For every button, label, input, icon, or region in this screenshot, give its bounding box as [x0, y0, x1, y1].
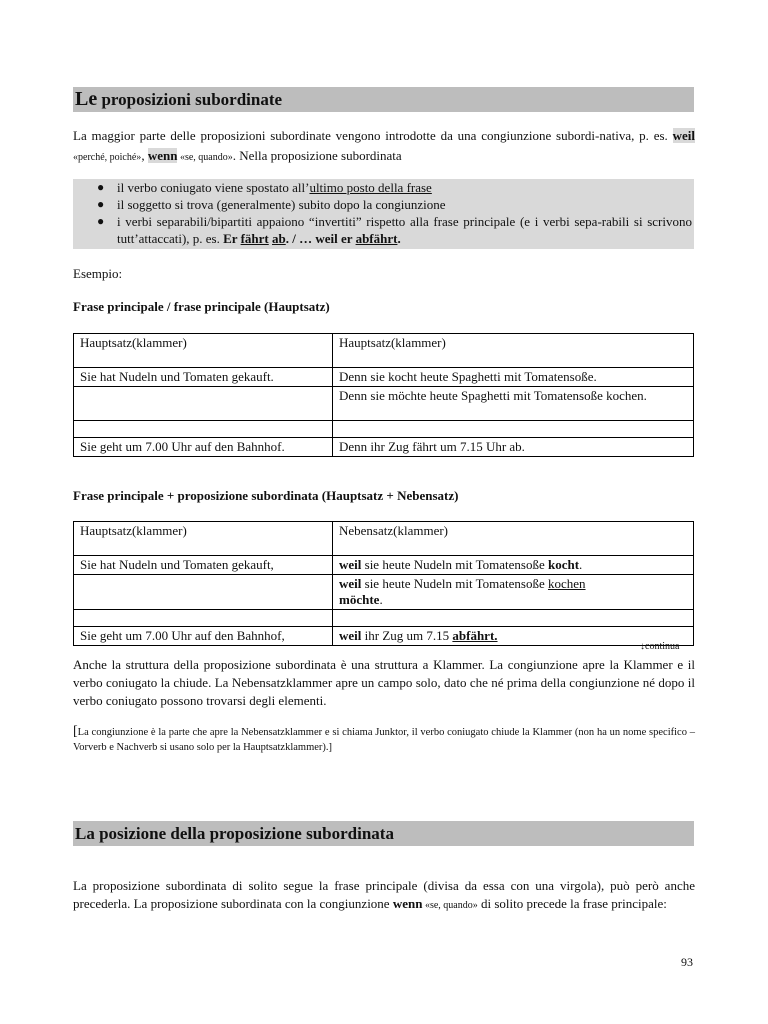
- cell-text: sie heute Nudeln mit Tomatensoße: [361, 576, 548, 591]
- intro-wenn-gloss: «se, quando»: [177, 152, 233, 163]
- example-label: Esempio:: [73, 266, 123, 281]
- bullet-3-mid: . / … weil er: [285, 231, 356, 246]
- table-row: [74, 575, 694, 610]
- heading-first-word: Le: [75, 88, 98, 110]
- intro-text-1: La maggior parte delle proposizioni subordinate vengono introdotte da una congiunzione subordi-nativa, p. es.: [73, 128, 673, 143]
- position-text-2: di solito precede la frase principale:: [477, 896, 667, 911]
- section-heading-subordinate: [73, 87, 694, 112]
- conj-weil: weil: [339, 628, 362, 643]
- subheading-hauptsatz: Frase principale / frase principale (Hauptsatz): [73, 299, 330, 314]
- bullet-3-end: .: [397, 231, 401, 246]
- table-cell: Sie hat Nudeln und Tomaten gekauft.: [74, 368, 333, 387]
- note-text: La congiunzione è la parte che apre la Nebensatzklammer e si chiama Junktor, il verbo coniugato chiude la Klammer (non ha un nome specifico – Vorverb e Nachverb si usano solo per la Hauptsatzklammer).: [73, 727, 695, 753]
- bullet-3-ab: ab: [272, 231, 286, 246]
- note-close-bracket: ]: [328, 742, 333, 753]
- table-cell: [333, 556, 694, 575]
- bullet-3-text: i verbi separabili/bipartiti appaiono “invertiti” rispetto alla frase principale (e i verbi sepa-rabili si scrivono tutt’attaccati), p. es.: [117, 214, 692, 246]
- position-wenn-gloss: «se, quando»: [422, 900, 478, 911]
- bullet-icon: ●: [97, 214, 105, 228]
- position-text-1: La proposizione subordinata di solito segue la frase principale (divisa da essa con una virgola), può però anche precederla. La proposizione subordinata con la congiunzione: [73, 878, 695, 911]
- table-cell: Sie geht um 7.00 Uhr auf den Bahnhof,: [74, 627, 333, 646]
- table-cell: [74, 575, 333, 610]
- bullet-3-abfaehrt: abfährt: [355, 231, 398, 246]
- table-cell: Denn sie kocht heute Spaghetti mit Tomatensoße.: [333, 368, 694, 387]
- bullet-3-faehrt: fährt: [240, 231, 269, 246]
- note-open-bracket: [: [73, 724, 78, 739]
- continua-label: ↓continua: [640, 641, 680, 652]
- page-number: 93: [681, 955, 693, 969]
- table-nebensatz: [73, 521, 694, 646]
- table-cell: Denn ihr Zug fährt um 7.15 Uhr ab.: [333, 438, 694, 457]
- table-cell: Sie hat Nudeln und Tomaten gekauft,: [74, 556, 333, 575]
- bullet-icon: ●: [97, 180, 105, 194]
- table-cell: Hauptsatz(klammer): [333, 334, 694, 368]
- cell-text: .: [379, 592, 383, 607]
- table-cell: [333, 575, 694, 610]
- cell-text: ihr Zug um 7.15: [361, 628, 453, 643]
- intro-weil-gloss: «perché, poiché»: [73, 152, 142, 163]
- intro-text-3: . Nella proposizione subordinata: [232, 148, 402, 163]
- list-item: [73, 213, 694, 247]
- table-cell: Nebensatz(klammer): [333, 522, 694, 556]
- table-row: [74, 334, 694, 368]
- table-row: [74, 522, 694, 556]
- list-item: [73, 179, 694, 196]
- table-hauptsatz: [73, 333, 694, 457]
- intro-weil: weil: [672, 128, 695, 143]
- position-wenn: wenn: [392, 896, 423, 911]
- note-paragraph: [73, 724, 695, 755]
- section-heading-position: La posizione della proposizione subordinata: [73, 821, 694, 846]
- bullet-3-er: Er: [223, 231, 241, 246]
- intro-wenn: wenn: [147, 148, 178, 163]
- table-cell: Hauptsatz(klammer): [74, 522, 333, 556]
- bullet-1-text: il verbo coniugato viene spostato all’: [117, 180, 310, 195]
- list-item: [73, 196, 694, 213]
- table-cell: Sie geht um 7.00 Uhr auf den Bahnhof.: [74, 438, 333, 457]
- subheading-nebensatz: Frase principale + proposizione subordinata (Hauptsatz + Nebensatz): [73, 488, 459, 503]
- intro-text-2: ,: [141, 148, 148, 163]
- table-cell: [333, 421, 694, 438]
- table-cell: [333, 610, 694, 627]
- verb-kocht: kocht: [547, 557, 580, 572]
- bullet-1-underlined: ultimo posto della frase: [309, 180, 432, 195]
- table-row: [74, 556, 694, 575]
- table-cell: [74, 387, 333, 421]
- klammer-paragraph: Anche la struttura della proposizione subordinata è una struttura a Klammer. La congiunzione apre la Klammer e il verbo coniugato la chiude. La Nebensatzklammer apre un campo solo, dato che né prima della congiunzione né dopo il verbo coniugato possono trovarsi degli elementi.: [73, 657, 695, 708]
- heading-rest: proposizioni subordinate: [97, 90, 283, 109]
- table-cell: Denn sie möchte heute Spaghetti mit Tomatensoße kochen.: [333, 387, 694, 421]
- intro-paragraph: [73, 127, 695, 167]
- verb-moechte: möchte: [339, 592, 380, 607]
- conj-weil: weil: [339, 576, 362, 591]
- cell-text: sie heute Nudeln mit Tomatensoße: [361, 557, 548, 572]
- conj-weil: weil: [339, 557, 362, 572]
- rules-list: [73, 179, 694, 249]
- table-row: [74, 421, 694, 438]
- table-row: [74, 438, 694, 457]
- table-row: [74, 627, 694, 646]
- verb-abfaehrt: abfährt.: [452, 628, 498, 643]
- verb-kochen: kochen: [547, 576, 586, 591]
- table-cell: [74, 421, 333, 438]
- table-row: [74, 610, 694, 627]
- table-row: [74, 368, 694, 387]
- bullet-icon: ●: [97, 197, 105, 211]
- bullet-2-text: il soggetto si trova (generalmente) subito dopo la congiunzione: [117, 197, 446, 212]
- table-row: [74, 387, 694, 421]
- table-cell: [74, 610, 333, 627]
- position-paragraph: [73, 877, 695, 915]
- table-cell: Hauptsatz(klammer): [74, 334, 333, 368]
- cell-text: .: [579, 557, 583, 572]
